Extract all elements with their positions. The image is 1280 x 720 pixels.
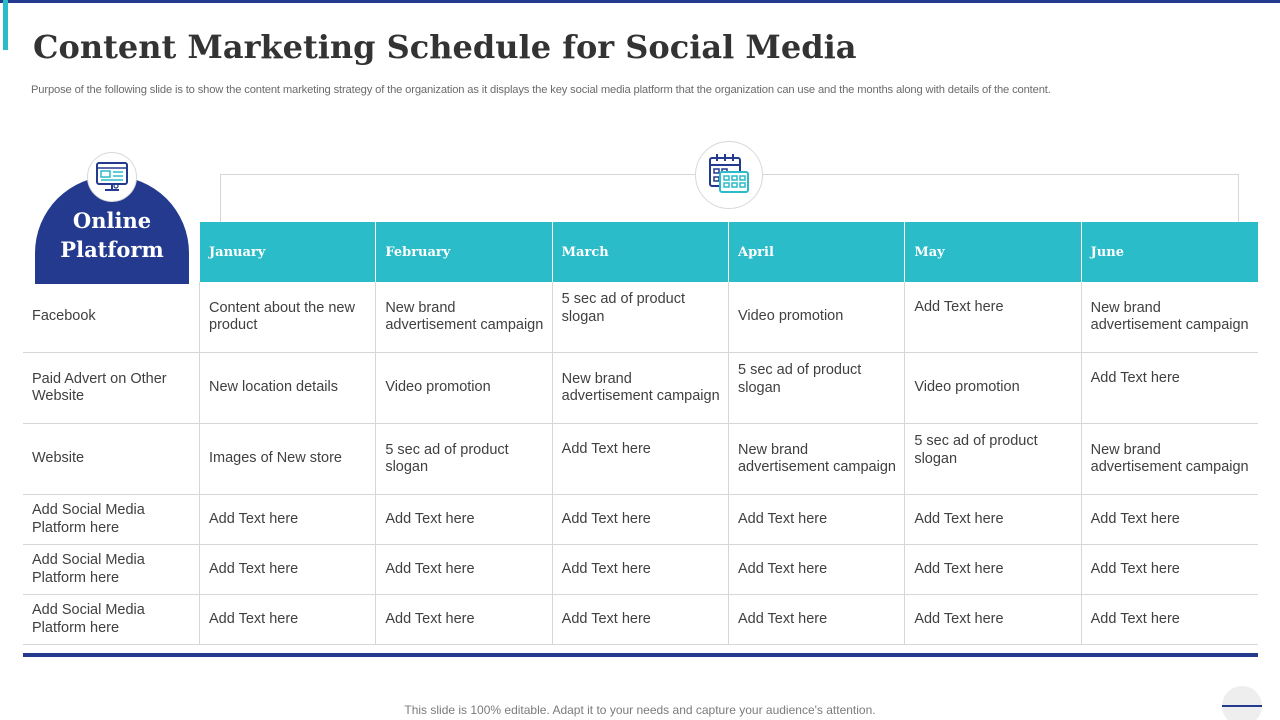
table-cell: Add Text here — [553, 595, 729, 644]
top-border-line — [0, 0, 1280, 3]
table-cell: New brand advertisement campaign — [376, 282, 552, 352]
footer-note: This slide is 100% editable. Adapt it to your needs and capture your audience's attention. — [404, 703, 876, 717]
page-title: Content Marketing Schedule for Social Media — [33, 28, 857, 66]
table-cell: Images of New store — [200, 424, 376, 494]
left-accent-bar — [3, 0, 8, 50]
table-cell: Add Text here — [376, 495, 552, 544]
table-row — [23, 424, 1258, 495]
table-cell: Video promotion — [729, 282, 905, 352]
table-cell: New brand advertisement campaign — [1090, 441, 1249, 475]
table-cell: Add Text here — [905, 495, 1081, 544]
month-header-january: January — [200, 222, 376, 282]
table-row — [23, 545, 1258, 595]
month-header-april: April — [729, 222, 905, 282]
table-cell: Add Text here — [905, 595, 1081, 644]
platform-header-line2: Platform — [60, 237, 164, 262]
table-cell: Add Text here — [905, 545, 1081, 594]
platform-cell: Paid Advert on Other Website — [23, 353, 200, 423]
table-cell: Add Text here — [1090, 610, 1180, 627]
table-cell: Add Text here — [729, 595, 905, 644]
table-row — [23, 353, 1258, 424]
table-cell: 5 sec ad of product slogan — [729, 353, 905, 423]
platform-cell: Website — [23, 424, 200, 494]
table-cell: Add Text here — [1090, 370, 1180, 386]
table-cell: Video promotion — [376, 353, 552, 423]
platform-header-line1: Online — [72, 208, 152, 233]
table-cell: Video promotion — [905, 353, 1081, 423]
table-cell: 5 sec ad of product slogan — [905, 424, 1081, 494]
table-row — [23, 495, 1258, 545]
table-cell: Add Text here — [553, 495, 729, 544]
table-cell: Add Text here — [200, 545, 376, 594]
table-cell: 5 sec ad of product slogan — [376, 424, 552, 494]
table-cell: 5 sec ad of product slogan — [553, 282, 729, 352]
page-subtitle: Purpose of the following slide is to show the content marketing strategy of the organization as it displays the key social media platform that the organization can use and the months along with details of the content. — [31, 84, 1051, 96]
table-row — [23, 595, 1258, 645]
table-cell: Add Text here — [376, 595, 552, 644]
table-cell: Add Text here — [200, 595, 376, 644]
month-header-may: May — [905, 222, 1081, 282]
table-cell: Add Text here — [1090, 560, 1180, 577]
table-cell: Add Text here — [376, 545, 552, 594]
month-header-february: February — [376, 222, 552, 282]
monitor-badge — [87, 152, 137, 202]
schedule-table — [23, 282, 1258, 645]
platform-cell: Facebook — [23, 282, 200, 352]
table-cell: Add Text here — [729, 545, 905, 594]
corner-decoration — [1222, 686, 1262, 720]
table-row — [23, 282, 1258, 353]
table-cell: New brand advertisement campaign — [553, 353, 729, 423]
table-bottom-bar — [23, 653, 1258, 657]
table-cell: New location details — [200, 353, 376, 423]
platform-cell: Add Social Media Platform here — [23, 545, 200, 594]
monitor-icon — [94, 159, 130, 195]
table-cell: Content about the new product — [200, 282, 376, 352]
table-cell: Add Text here — [1090, 510, 1180, 527]
table-cell: Add Text here — [553, 424, 729, 494]
table-cell: Add Text here — [729, 495, 905, 544]
table-cell: New brand advertisement campaign — [1090, 299, 1249, 333]
corner-decoration-line — [1222, 705, 1262, 707]
month-header-row — [200, 222, 1258, 282]
calendar-badge — [695, 141, 763, 209]
platform-cell: Add Social Media Platform here — [23, 595, 200, 644]
table-cell: Add Text here — [905, 282, 1081, 352]
table-cell: Add Text here — [553, 545, 729, 594]
calendar-icon — [706, 152, 752, 198]
table-cell: Add Text here — [200, 495, 376, 544]
table-cell: New brand advertisement campaign — [729, 424, 905, 494]
month-header-june: June — [1090, 244, 1124, 260]
month-header-march: March — [553, 222, 729, 282]
platform-cell: Add Social Media Platform here — [23, 495, 200, 544]
